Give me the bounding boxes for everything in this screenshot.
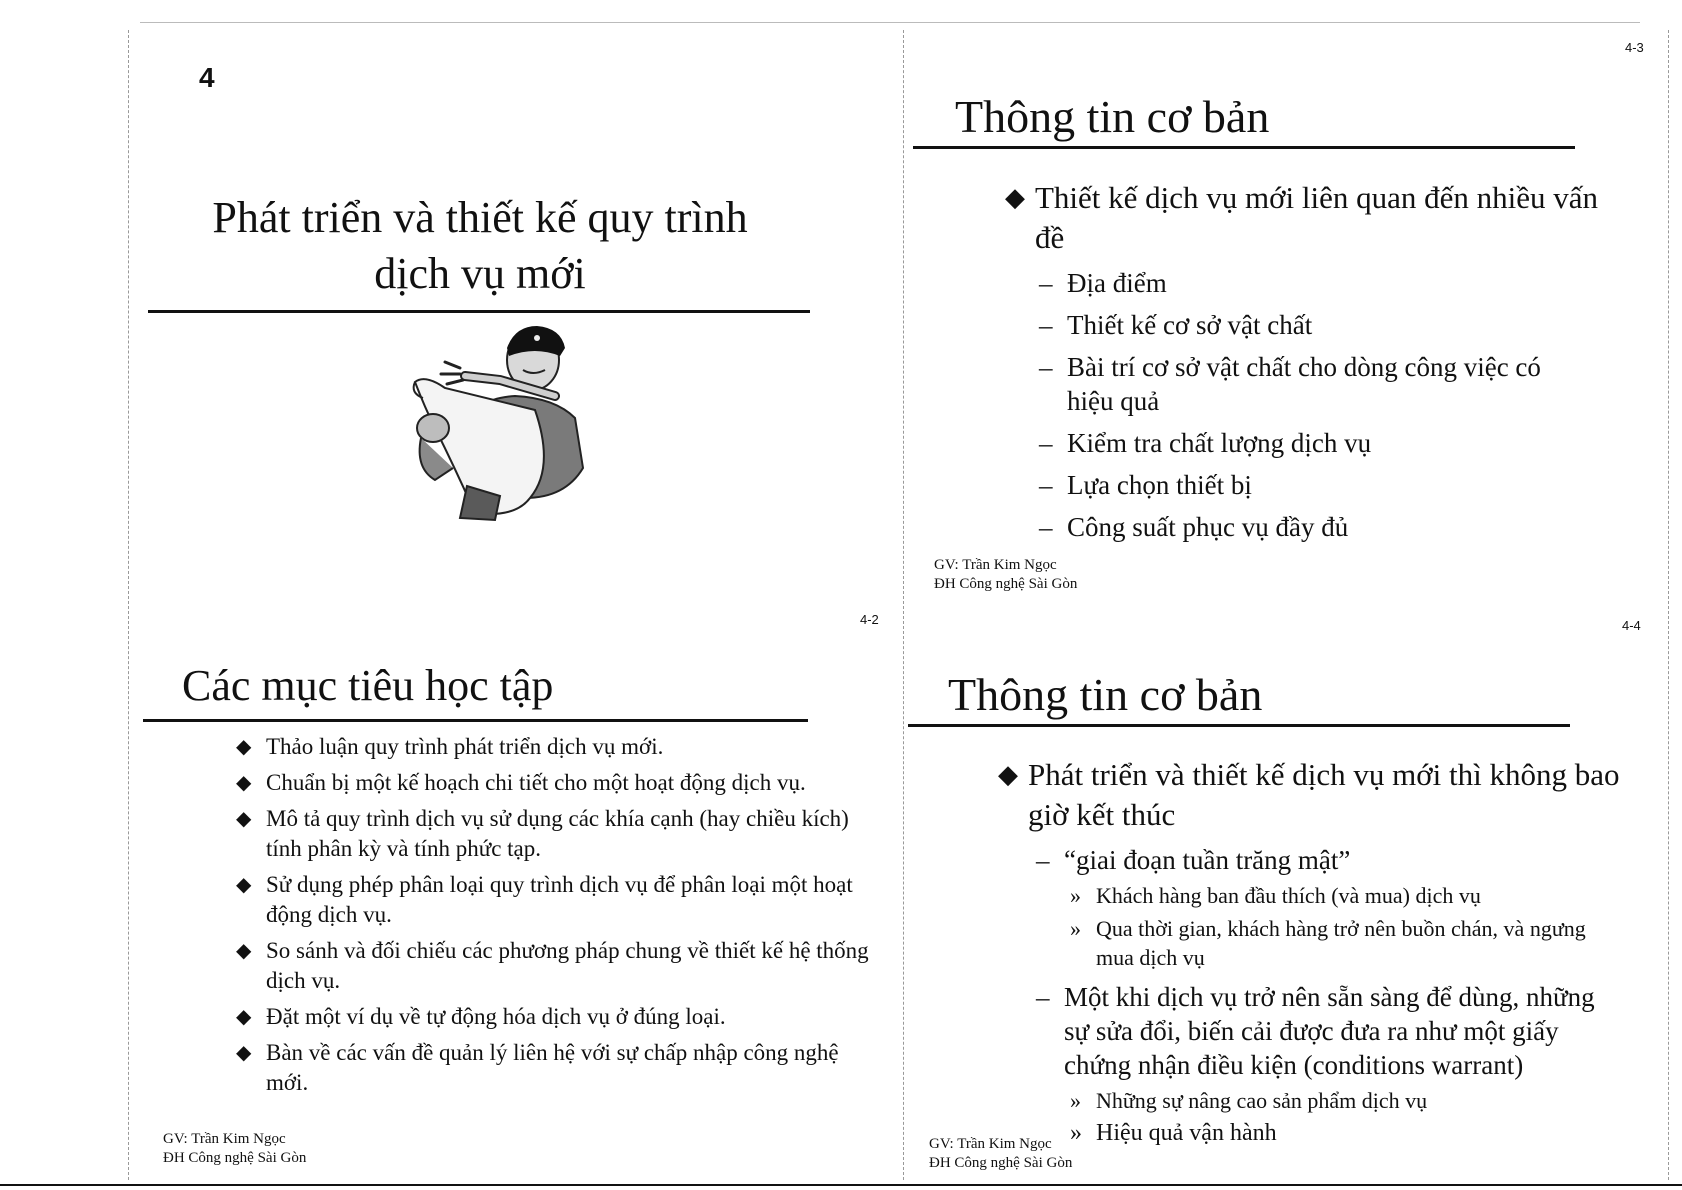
list-item: » Khách hàng ban đầu thích (và mua) dịch vụ	[1070, 883, 1481, 908]
list-item: ◆ Bàn về các vấn đề quản lý liên hệ với sự chấp nhập công nghệ mới.	[236, 1040, 839, 1095]
slide-title	[150, 190, 810, 302]
list-item: ◆ Chuẩn bị một kế hoạch chi tiết cho một hoạt động dịch vụ.	[236, 768, 876, 798]
list-item: – Thiết kế cơ sở vật chất	[1039, 310, 1313, 340]
man-reading-scroll-illustration	[405, 318, 630, 533]
list-item: ◆ So sánh và đối chiếu các phương pháp chung về thiết kế hệ thống dịch vụ.	[236, 938, 869, 993]
diamond-bullet-icon: ◆	[236, 940, 252, 962]
sub-list	[1039, 266, 1579, 544]
title-underline	[913, 146, 1575, 149]
list-item: – Kiểm tra chất lượng dịch vụ	[1039, 428, 1372, 458]
list-item: – “giai đoạn tuần trăng mật”	[1036, 845, 1351, 875]
slide-title: Thông tin cơ bản	[955, 91, 1270, 142]
title-underline	[908, 724, 1570, 727]
list-item: » Những sự nâng cao sản phẩm dịch vụ	[1070, 1088, 1428, 1113]
list-item: ◆ Sử dụng phép phân loại quy trình dịch vụ để phân loại một hoạt động dịch vụ.	[236, 872, 853, 927]
diamond-bullet-icon: ◆	[236, 736, 252, 758]
diamond-bullet-icon: ◆	[236, 1006, 252, 1028]
chapter-number: 4	[199, 62, 215, 93]
right-margin-line	[1668, 30, 1669, 1180]
diamond-bullet-icon: ◆	[236, 808, 252, 830]
diamond-bullet-icon: ◆	[236, 874, 252, 896]
sub-sub-list	[1070, 1086, 1590, 1148]
title-underline	[148, 310, 810, 313]
diamond-bullet-icon: ◆	[236, 772, 252, 794]
slide-footer	[929, 1135, 1072, 1173]
list-item: – Bài trí cơ sở vật chất cho dòng công việc có hiệu quả	[1039, 352, 1541, 416]
list-item: » Qua thời gian, khách hàng trở nên buồn chán, và ngưng mua dịch vụ	[1070, 916, 1586, 970]
slide-content	[1005, 178, 1605, 544]
top-edge-line	[140, 22, 1640, 23]
center-divider	[903, 30, 904, 1180]
slide-title: Thông tin cơ bản	[948, 669, 1263, 720]
list-item: – Lựa chọn thiết bị	[1039, 470, 1252, 500]
slide-footer	[934, 556, 1077, 594]
lecturer-name: GV: Trần Kim Ngọc	[929, 1136, 1052, 1152]
list-item: ◆ Mô tả quy trình dịch vụ sử dụng các khía cạnh (hay chiều kích) tính phân kỳ và tính phức tạp.	[236, 806, 849, 861]
title-line-2: dịch vụ mới	[374, 249, 586, 298]
main-bullet: ◆ Thiết kế dịch vụ mới liên quan đến nhiều vấn đề	[1005, 180, 1599, 255]
slide-footer	[163, 1130, 306, 1168]
title-underline	[143, 719, 808, 722]
university-name: ĐH Công nghệ Sài Gòn	[163, 1150, 307, 1166]
slide-content	[998, 755, 1628, 1148]
slide-title: Các mục tiêu học tập	[182, 661, 554, 710]
list-item: ◆ Đặt một ví dụ về tự động hóa dịch vụ ở đúng loại.	[236, 1002, 876, 1032]
sub-list	[1036, 843, 1616, 1148]
diamond-bullet-icon: ◆	[236, 1042, 252, 1064]
objectives-list	[236, 732, 876, 1104]
page-label: 4-4	[1622, 618, 1641, 633]
page-label: 4-3	[1625, 40, 1644, 55]
sub-sub-list	[1070, 881, 1590, 972]
diamond-bullet-icon: ◆	[1005, 183, 1025, 212]
title-line-1: Phát triển và thiết kế quy trình	[212, 193, 748, 242]
diamond-bullet-icon: ◆	[998, 760, 1018, 789]
lecturer-name: GV: Trần Kim Ngọc	[163, 1131, 286, 1147]
list-item: – Địa điểm	[1039, 268, 1167, 298]
list-item: » Hiệu quả vận hành	[1070, 1120, 1277, 1146]
university-name: ĐH Công nghệ Sài Gòn	[934, 576, 1078, 592]
list-item: ◆ Thảo luận quy trình phát triển dịch vụ mới.	[236, 732, 876, 762]
main-bullet: ◆ Phát triển và thiết kế dịch vụ mới thì không bao giờ kết thúc	[998, 757, 1620, 832]
left-margin-line	[128, 30, 129, 1180]
bottom-edge-line	[0, 1184, 1682, 1186]
list-item: – Công suất phục vụ đầy đủ	[1039, 512, 1349, 542]
list-item: – Một khi dịch vụ trở nên sẵn sàng để dùng, những sự sửa đổi, biến cải được đưa ra như một giấy chứng nhận điều kiện (conditions warrant)	[1036, 982, 1595, 1080]
university-name: ĐH Công nghệ Sài Gòn	[929, 1155, 1073, 1171]
page-label: 4-2	[860, 612, 879, 627]
lecturer-name: GV: Trần Kim Ngọc	[934, 557, 1057, 573]
